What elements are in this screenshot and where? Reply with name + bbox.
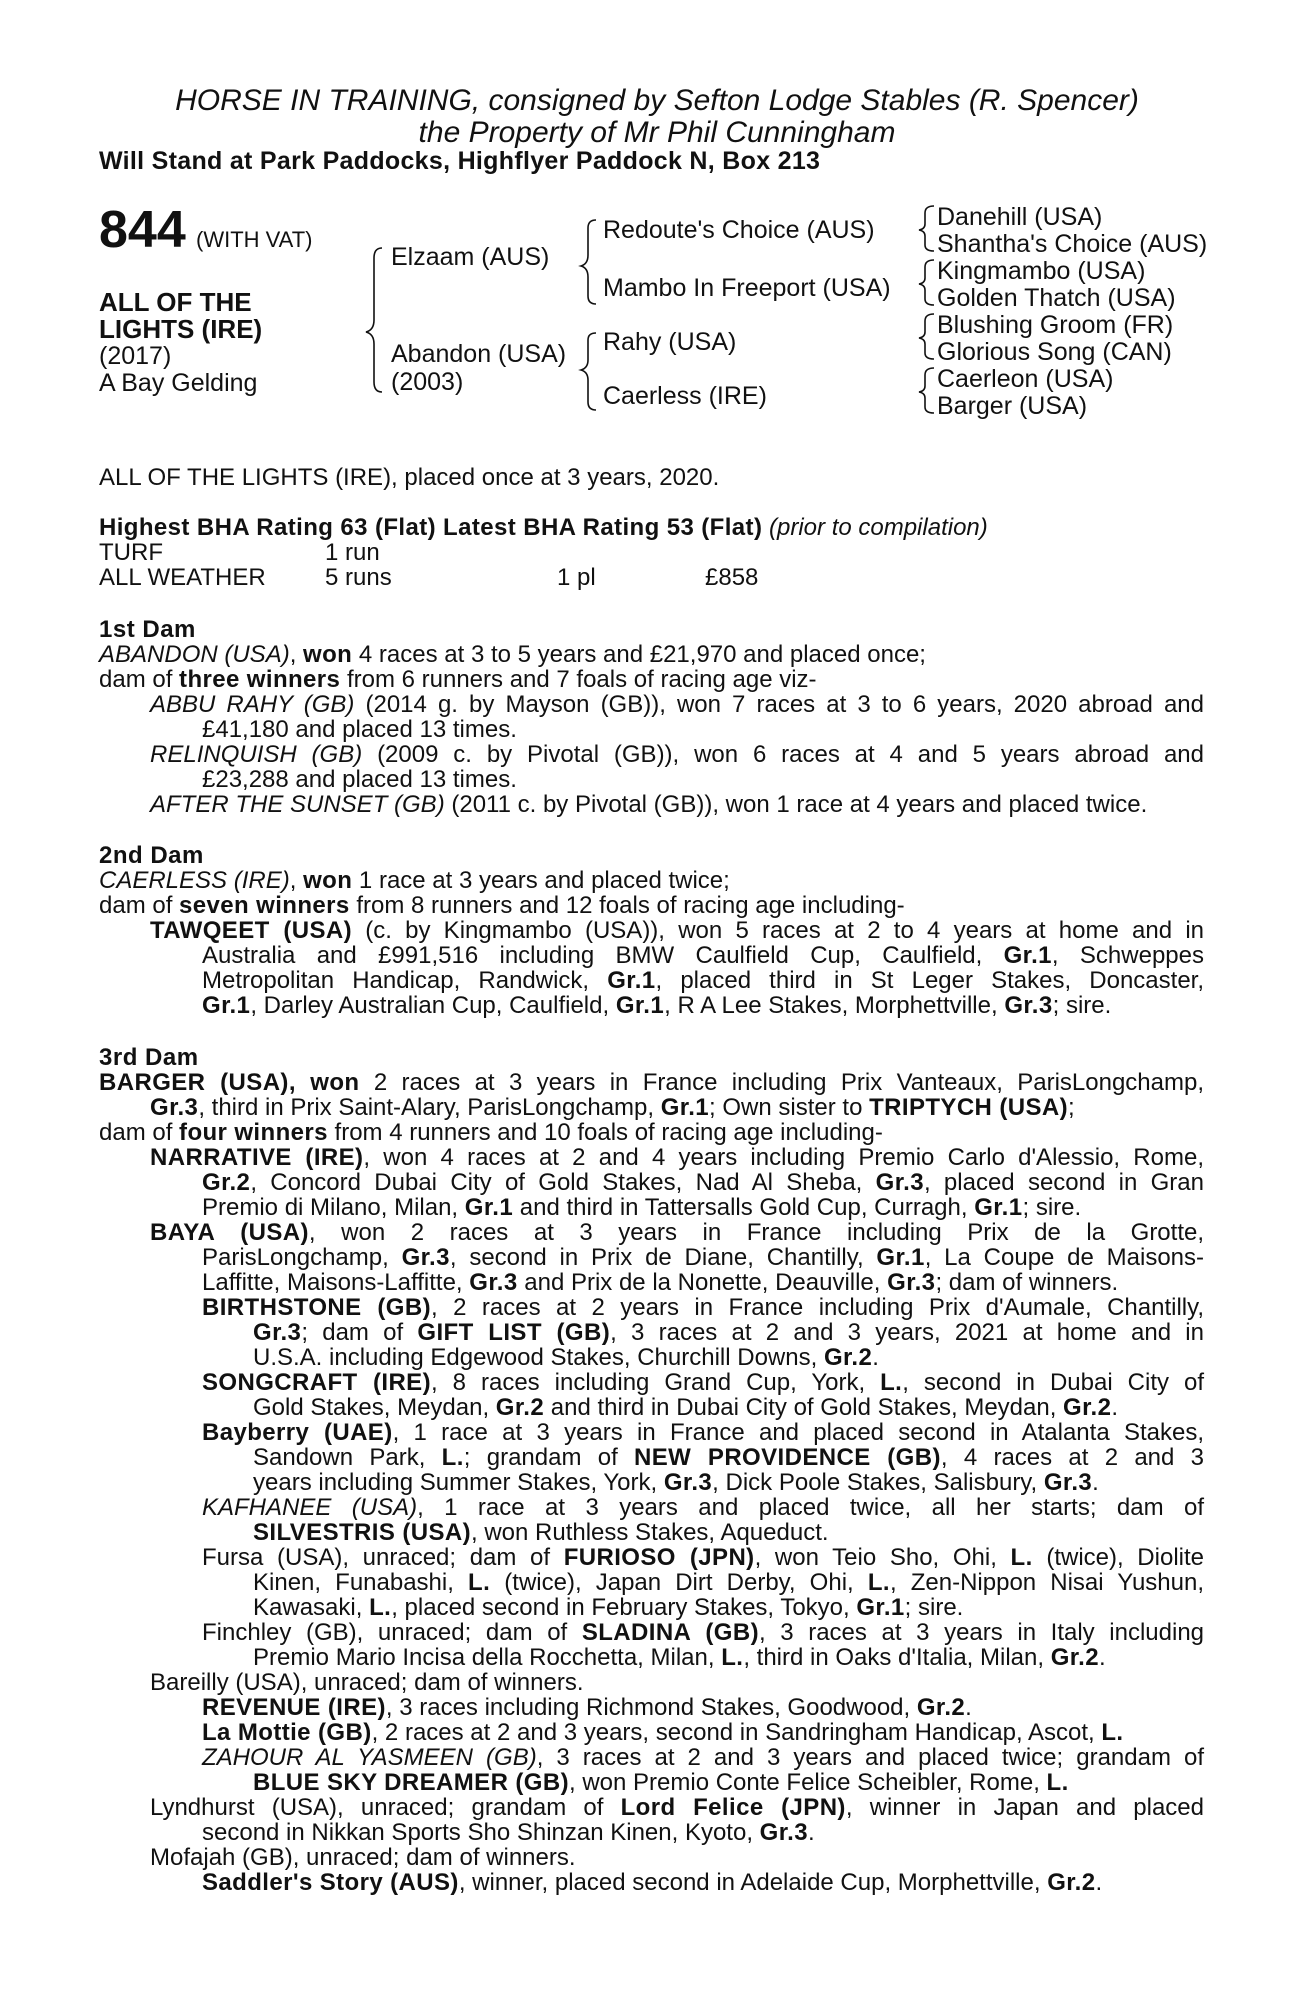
grade: L. [1046,1769,1069,1796]
text: , Dick Poole Stakes, Salisbury, [712,1469,1044,1496]
text: Laffitte, Maisons-Laffitte, [202,1269,470,1296]
punct: . [872,1344,879,1371]
text: ; Own sister to [709,1094,870,1121]
offspring-3-line1 [150,792,1147,817]
dam-name: BARGER (USA) [99,1069,289,1096]
text: , R A Lee Stakes, Morphettville, [664,992,1005,1019]
offspring-name: BIRTHSTONE (GB) [202,1294,431,1321]
ratings-note: (prior to compilation) [769,514,988,541]
header-location: Will Stand at Park Paddocks, Highflyer Paddock N, Box 213 [99,147,821,175]
pedigree-gg1: Danehill (USA) [937,203,1103,231]
won-label: won [310,1069,360,1096]
grade: Gr.1 [1003,942,1052,969]
tawqeet-line4 [202,993,1111,1018]
won-label: won [303,641,353,668]
grade: L. [468,1569,491,1596]
race-summary: ALL OF THE LIGHTS (IRE), placed once at 3 years, 2020. [99,464,720,491]
text: Lyndhurst (USA), unraced; grandam of [150,1794,621,1821]
second-dam-heading: 2nd Dam [99,842,204,869]
lot-number: 844 [99,201,186,259]
offspring-2-line1 [150,742,1204,767]
offspring-name: NEW PROVIDENCE (GB) [634,1444,941,1471]
grade: Gr.2 [1050,1644,1100,1671]
turf-label: TURF [99,539,163,566]
text: Sandown Park, [253,1444,442,1471]
grade: Gr.3 [875,1169,924,1196]
pedigree-dam-sire: Rahy (USA) [603,328,737,356]
aw-earnings: £858 [705,564,759,591]
text: , won 2 races at 3 years in France including Prix de la Grotte, [308,1219,1205,1246]
text: , 1 race at 3 years and placed twice, all her starts; dam of [417,1494,1204,1521]
brace-dam [581,333,596,410]
pedigree-sire: Elzaam (AUS) [391,243,550,271]
text: (2014 g. by Mayson (GB)), won 7 races at 3 to 6 years, 2020 abroad and [354,691,1204,718]
text: Australia and £991,516 including BMW Caulfield Cup, Caulfield, [202,942,1004,969]
text: dam of [99,666,180,693]
text: 2 races at 3 years in France including Prix Vanteaux, ParisLongchamp, [359,1069,1204,1096]
ratings-line [99,515,988,540]
grade: Gr.2 [916,1694,966,1721]
zahour-line1 [202,1745,1204,1770]
header-owner: the Property of Mr Phil Cunningham [418,116,896,149]
birthstone-line2 [253,1320,1204,1345]
grade: L. [721,1644,744,1671]
punct: . [965,1694,972,1721]
kafhanee-line2 [253,1520,829,1545]
text: , 8 races including Grand Cup, York, [430,1369,881,1396]
fursa-line2 [253,1570,1204,1595]
offspring-name: REVENUE (IRE) [202,1694,386,1721]
offspring-name: Lord Felice (JPN) [620,1794,846,1821]
pedigree-dam-year: (2003) [391,368,464,396]
horse-name-line1: ALL OF THE [99,287,252,317]
text: , third in Prix Saint-Alary, ParisLongchamp, [198,1094,661,1121]
text: (twice), Diolite [1032,1544,1204,1571]
text: dam of [99,892,180,919]
offspring-name: ZAHOUR AL YASMEEN (GB) [202,1744,537,1771]
offspring-name: AFTER THE SUNSET (GB) [150,791,445,818]
tawqeet-line3 [202,968,1204,993]
grade: Gr.1 [607,967,656,994]
grade: Gr.3 [150,1094,199,1121]
grade: Gr.2 [1047,1869,1096,1896]
aw-runs: 5 runs [325,564,392,591]
text: , placed second in February Stakes, Tokyo, [391,1594,857,1621]
ratings-heading: Highest BHA Rating 63 (Flat) Latest BHA Rating 53 (Flat) [99,514,763,541]
offspring-name: Saddler's Story (AUS) [202,1869,459,1896]
grade: Gr.3 [401,1244,450,1271]
offspring-name: SONGCRAFT (IRE) [202,1369,431,1396]
text: Gold Stakes, Meydan, [253,1394,496,1421]
offspring-2-line2: £23,288 and placed 13 times. [202,766,517,793]
text: Premio Mario Incisa della Rocchetta, Milan, [253,1644,722,1671]
brace-main [366,248,382,392]
zahour-line2 [253,1770,1069,1795]
punct: ; [1068,1094,1075,1121]
grade: Gr.1 [202,992,251,1019]
horse-year: (2017) [99,342,172,370]
won-label: won [303,867,353,894]
text: U.S.A. including Edgewood Stakes, Churchill Downs, [253,1344,824,1371]
grade: L. [369,1594,392,1621]
aw-label: ALL WEATHER [99,564,266,591]
text: and Prix de la Nonette, Deauville, [517,1269,888,1296]
grade: Gr.2 [202,1169,251,1196]
text: ParisLongchamp, [202,1244,402,1271]
offspring-name: BAYA (USA) [150,1219,309,1246]
grade: L. [1010,1544,1033,1571]
grade: Gr.3 [663,1469,713,1496]
birthstone-line1 [202,1295,1204,1320]
offspring-name: Bayberry (UAE) [202,1419,393,1446]
grade: L. [441,1444,464,1471]
offspring-name: GIFT LIST (GB) [417,1319,611,1346]
grade: Gr.3 [1043,1469,1093,1496]
offspring-name: FURIOSO (JPN) [563,1544,755,1571]
offspring-name: La Mottie (GB) [202,1719,372,1746]
brace-gg1 [919,206,934,251]
grade: L. [867,1569,890,1596]
text: , placed third in St Leger Stakes, Doncaster, [655,967,1204,994]
text: , won Premio Conte Felice Scheibler, Rome, [568,1769,1047,1796]
bayberry-line3 [253,1470,1099,1495]
text: and third in Tattersalls Gold Cup, Curragh, [513,1194,975,1221]
grade: L. [1101,1719,1124,1746]
grade: Gr.1 [615,992,665,1019]
horse-name-line2: LIGHTS (IRE) [99,314,263,344]
punct: , [289,867,304,894]
offspring-name: BLUE SKY DREAMER (GB) [253,1769,569,1796]
horse-description: A Bay Gelding [99,369,258,397]
text: , La Coupe de Maisons- [924,1244,1204,1271]
text: , Concord Dubai City of Gold Stakes, Nad Al Sheba, [250,1169,876,1196]
text: dam of [99,1119,180,1146]
dam-name: ABANDON (USA) [99,641,290,668]
grade: Gr.3 [1004,992,1053,1019]
offspring-name: NARRATIVE (IRE) [150,1144,364,1171]
narrative-line2 [202,1170,1204,1195]
tawqeet-line2 [202,943,1204,968]
punct: , [288,1069,296,1096]
text: ; sire. [904,1594,964,1621]
text: from 6 runners and 7 foals of racing age viz- [340,666,817,693]
grade: Gr.1 [876,1244,925,1271]
text: Kawasaki, [253,1594,370,1621]
brace-gg4 [919,368,934,413]
finchley-line2 [253,1645,1106,1670]
text: ; sire. [1052,992,1112,1019]
text: , placed second in Gran [923,1169,1204,1196]
winners-count: three winners [179,666,341,693]
fursa-line3 [253,1595,963,1620]
text: , Darley Australian Cup, Caulfield, [250,992,616,1019]
text: (2009 c. by Pivotal (GB)), won 6 races at 4 and 5 years abroad and [362,741,1204,768]
text: , second in Dubai City of [902,1369,1205,1396]
grade: Gr.1 [974,1194,1023,1221]
punct: , [289,641,304,668]
header-consignor: HORSE IN TRAINING, consigned by Sefton Lodge Stables (R. Spencer) [175,84,1139,117]
third-dam-heading: 3rd Dam [99,1044,199,1071]
songcraft-line2 [253,1395,1118,1420]
text: 4 races at 3 to 5 years and £21,970 and placed once; [352,641,926,668]
turf-runs: 1 run [325,539,380,566]
mofajah-line1: Mofajah (GB), unraced; dam of winners. [150,1844,576,1871]
pedigree-gg8: Barger (USA) [937,392,1088,420]
text: second in Nikkan Sports Sho Shinzan Kinen, Kyoto, [202,1819,760,1846]
grade: Gr.1 [464,1194,514,1221]
text: , third in Oaks d'Italia, Milan, [743,1644,1051,1671]
lot-vat-note: (WITH VAT) [196,227,313,252]
pedigree-dam-dam: Caerless (IRE) [603,382,767,410]
brace-sire [581,220,596,304]
narrative-line3 [202,1195,1081,1220]
birthstone-line3 [253,1345,879,1370]
offspring-name: KAFHANEE (USA) [202,1494,418,1521]
punct: . [1099,1644,1106,1671]
grade: Gr.3 [759,1819,808,1846]
grade: Gr.1 [660,1094,710,1121]
brace-gg3 [919,314,934,359]
second-dam-line1 [99,868,730,893]
offspring-name: SILVESTRIS (USA) [253,1519,471,1546]
punct: . [1111,1394,1119,1421]
text: years including Summer Stakes, York, [253,1469,664,1496]
text: , winner, placed second in Adelaide Cup, Morphettville, [458,1869,1048,1896]
grade: Gr.2 [823,1344,873,1371]
text: , Zen-Nippon Nisai Yushun, [889,1569,1205,1596]
offspring-name: TAWQEET (USA) [150,917,352,944]
text: (twice), Japan Dirt Derby, Ohi, [490,1569,868,1596]
aw-placed: 1 pl [557,564,596,591]
offspring-1-line1 [150,692,1204,717]
winners-count: seven winners [179,892,350,919]
dam-name: CAERLESS (IRE) [99,867,290,894]
songcraft-line1 [202,1370,1204,1395]
baya-line1 [150,1220,1204,1245]
first-dam-heading: 1st Dam [99,616,196,643]
grade: Gr.3 [253,1319,302,1346]
text: from 8 runners and 12 foals of racing age including- [349,892,905,919]
text: , 3 races including Richmond Stakes, Goodwood, [385,1694,917,1721]
text: , 3 races at 2 and 3 years and placed twice; grandam of [536,1744,1204,1771]
text: ; dam of [301,1319,418,1346]
kafhanee-line1 [202,1495,1204,1520]
text: Metropolitan Handicap, Randwick, [202,967,608,994]
text: , won Teio Sho, Ohi, [754,1544,1011,1571]
bareilly-line1: Bareilly (USA), unraced; dam of winners. [150,1669,584,1696]
winners-count: four winners [179,1119,328,1146]
lyndhurst-line1 [150,1795,1204,1820]
finchley-line1 [202,1620,1204,1645]
pedigree-sire-dam: Mambo In Freeport (USA) [603,274,891,302]
punct: . [807,1819,815,1846]
bayberry-line2 [253,1445,1204,1470]
text: , won Ruthless Stakes, Aqueduct. [470,1519,829,1546]
punct: . [1095,1869,1103,1896]
offspring-name: SLADINA (GB) [581,1619,759,1646]
baya-line2 [202,1245,1204,1270]
text: , 4 races at 2 and 3 [940,1444,1204,1471]
first-dam-line2 [99,667,817,692]
tawqeet-line1 [150,918,1204,943]
grade: Gr.3 [469,1269,518,1296]
barger-line2 [150,1095,1075,1120]
pedigree-sire-sire: Redoute's Choice (AUS) [603,216,875,244]
text: Premio di Milano, Milan, [202,1194,465,1221]
text: Fursa (USA), unraced; dam of [202,1544,564,1571]
fursa-line1 [202,1545,1204,1570]
text: , 3 races at 2 and 3 years, 2021 at home and in [610,1319,1204,1346]
pedigree-gg5: Blushing Groom (FR) [937,311,1174,339]
second-dam-line2 [99,893,905,918]
pedigree-gg7: Caerleon (USA) [937,365,1114,393]
grade: Gr.2 [495,1394,545,1421]
bayberry-line1 [202,1420,1204,1445]
text: , winner in Japan and placed [845,1794,1204,1821]
text: , won 4 races at 2 and 4 years including Premio Carlo d'Alessio, Rome, [363,1144,1204,1171]
revenue-line1 [202,1695,972,1720]
text: , 1 race at 3 years in France and placed second in Atalanta Stakes, [392,1419,1204,1446]
barger-line3 [99,1120,883,1145]
text: Finchley (GB), unraced; dam of [202,1619,582,1646]
text: , 2 races at 2 years in France including Prix d'Aumale, Chantilly, [431,1294,1204,1321]
grade: Gr.1 [856,1594,905,1621]
grade: Gr.3 [887,1269,936,1296]
text: (c. by Kingmambo (USA)), won 5 races at 2 to 4 years at home and in [351,917,1204,944]
pedigree-gg2: Shantha's Choice (AUS) [937,230,1208,258]
pedigree-gg3: Kingmambo (USA) [937,257,1146,285]
lamottie-line1 [202,1720,1124,1745]
lyndhurst-line2 [202,1820,815,1845]
offspring-name: RELINQUISH (GB) [150,741,363,768]
sibling-name: TRIPTYCH (USA) [869,1094,1069,1121]
text: ; grandam of [463,1444,635,1471]
text: , 3 races at 3 years in Italy including [759,1619,1205,1646]
saddlers-story-line1 [202,1870,1102,1895]
text: and third in Dubai City of Gold Stakes, Meydan, [544,1394,1064,1421]
text: from 4 runners and 10 foals of racing age including- [327,1119,883,1146]
brace-gg2 [919,260,934,305]
punct: . [1092,1469,1099,1496]
text: (2011 c. by Pivotal (GB)), won 1 race at 4 years and placed twice. [444,791,1148,818]
grade: Gr.2 [1063,1394,1112,1421]
text: , 2 races at 2 and 3 years, second in Sandringham Handicap, Ascot, [371,1719,1102,1746]
text: ; sire. [1022,1194,1082,1221]
text: ; dam of winners. [935,1269,1119,1296]
pedigree-dam: Abandon (USA) [391,340,567,368]
text: Kinen, Funabashi, [253,1569,469,1596]
text: , second in Prix de Diane, Chantilly, [449,1244,877,1271]
grade: L. [880,1369,903,1396]
pedigree-gg6: Glorious Song (CAN) [937,338,1172,366]
text: , Schweppes [1051,942,1204,969]
baya-line3 [202,1270,1118,1295]
offspring-1-line2: £41,180 and placed 13 times. [202,716,517,743]
offspring-name: ABBU RAHY (GB) [150,691,355,718]
narrative-line1 [150,1145,1204,1170]
first-dam-line1 [99,642,926,667]
barger-line1 [99,1070,1204,1095]
pedigree-gg4: Golden Thatch (USA) [937,284,1176,312]
text: 1 race at 3 years and placed twice; [352,867,730,894]
